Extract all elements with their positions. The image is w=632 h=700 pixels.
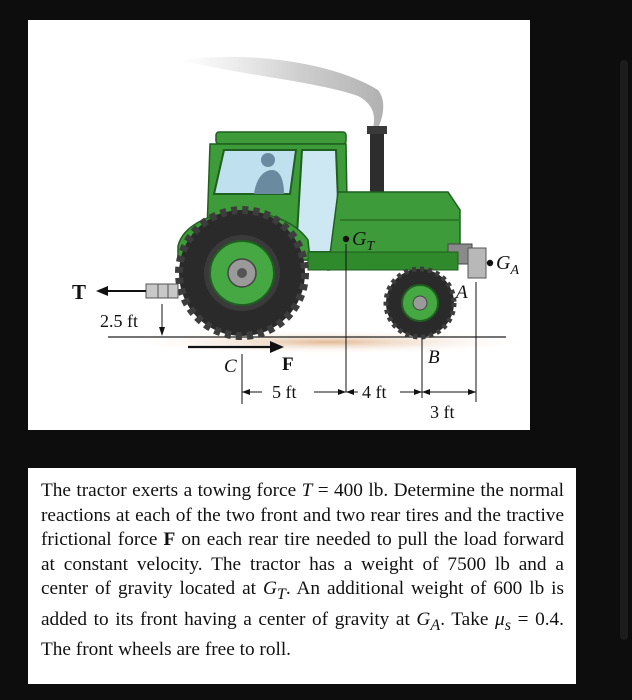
cab-side-window [214,150,296,194]
driver [261,153,275,167]
cab-roof [216,132,346,144]
problem-text-panel [28,468,576,684]
ground-shadow [118,330,530,354]
problem-statement: The tractor exerts a towing force T = 400 lb. Determine the normal reactions at each of the two front and two rear tires and the tractive frictional force F on each rear tire needed to pull the load forward at constant velocity. The tractor has a weight of 7500 lb and a center of gravity located at $G_T$. An additional weight of 600 lb is added to its front having a center of gravity at $G_A$. Take $\mu_s = 0.4$. The front wheels are free to roll. [41,480,564,661]
chassis [308,252,458,270]
point-a-label: A [456,282,468,303]
scrollbar[interactable] [620,60,628,640]
point-b-label: B [428,347,440,368]
rear-wheel [179,210,305,336]
hitch [146,284,178,298]
front-wheel [386,269,454,337]
front-weight [468,248,486,278]
dim-b-to-ga: 3 ft [430,402,455,422]
point-c-label: C [224,356,237,377]
friction-force-label: F [282,354,294,375]
dim-gt-to-b: 4 ft [362,382,387,402]
ga-marker [487,260,493,266]
gt-marker [343,236,349,242]
dim-c-to-gt: 5 ft [272,382,297,402]
exhaust-smoke [178,57,383,128]
hitch-height-label: 2.5 ft [100,311,138,331]
tractor-diagram [28,20,530,430]
ga-label: $G_A$ [496,252,520,278]
gt-label: $G_T$ [352,228,375,254]
figure-panel [28,20,530,430]
exhaust-pipe [370,130,384,194]
tow-force-label: T [72,280,87,304]
